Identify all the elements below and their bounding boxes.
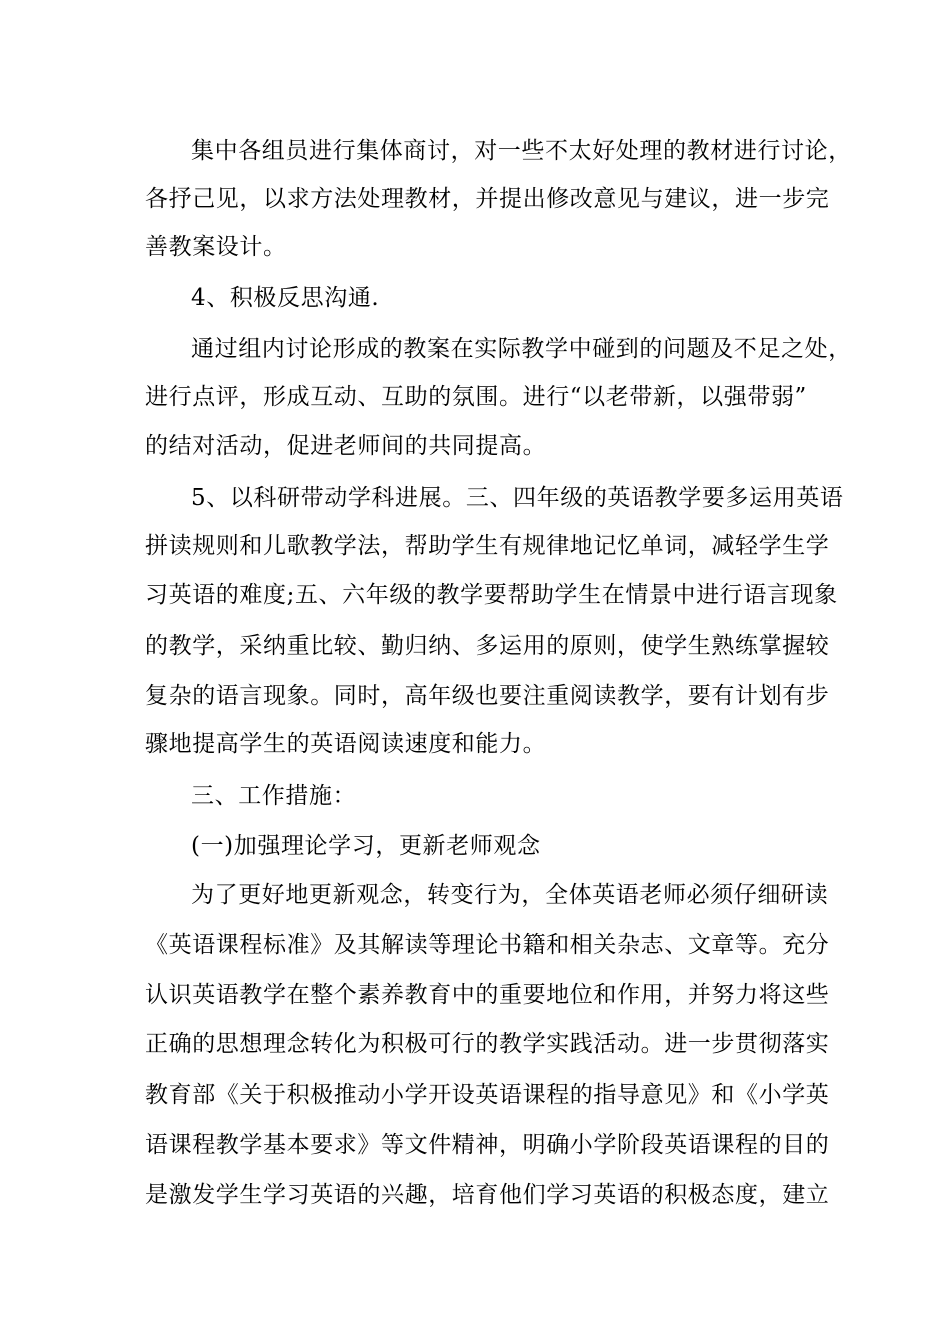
section-heading: 4、积极反思沟通. [191,285,380,311]
text-line: 的教学，采纳重比较、勤归纳、多运用的原则，使学生熟练掌握较 [145,633,830,659]
text-line: 语课程教学基本要求》等文件精神，明确小学阶段英语课程的目的 [145,1132,830,1158]
text-line: 各抒己见，以求方法处理教材，并提出修改意见与建议，进一步完 [145,186,830,212]
text-line: 正确的思想理念转化为积极可行的教学实践活动。进一步贯彻落实 [145,1031,830,1057]
text-line: 教育部《关于积极推动小学开设英语课程的指导意见》和《小学英 [145,1082,830,1108]
subsection-heading: (一)加强理论学习，更新老师观念 [191,833,541,859]
text-line: 是激发学生学习英语的兴趣，培育他们学习英语的积极态度，建立 [145,1182,830,1208]
text-line: 习英语的难度;五、六年级的教学要帮助学生在情景中进行语言现象 [145,582,838,608]
section-heading: 三、工作措施： [191,783,357,809]
text-line: 集中各组员进行集体商讨，对一些不太好处理的教材进行讨论， [191,138,852,164]
text-line: 5、以科研带动学科进展。三、四年级的英语教学要多运用英语 [191,485,844,511]
text-line: 拼读规则和儿歌教学法，帮助学生有规律地记忆单词，减轻学生学 [145,533,830,559]
text-line: 的结对活动，促进老师间的共同提高。 [145,433,547,459]
text-line: 《英语课程标准》及其解读等理论书籍和相关杂志、文章等。充分 [145,932,830,958]
text-line: 通过组内讨论形成的教案在实际教学中碰到的问题及不足之处， [191,336,852,362]
text-line: 复杂的语言现象。同时，高年级也要注重阅读教学，要有计划有步 [145,683,830,709]
text-line: 进行点评，形成互动、互助的氛围。进行“以老带新，以强带弱” [145,384,807,410]
text-line: 为了更好地更新观念，转变行为，全体英语老师必须仔细研读 [191,882,829,908]
text-line: 骤地提高学生的英语阅读速度和能力。 [145,731,547,757]
text-line: 善教案设计。 [145,234,287,260]
text-line: 认识英语教学在整个素养教育中的重要地位和作用，并努力将这些 [145,982,830,1008]
